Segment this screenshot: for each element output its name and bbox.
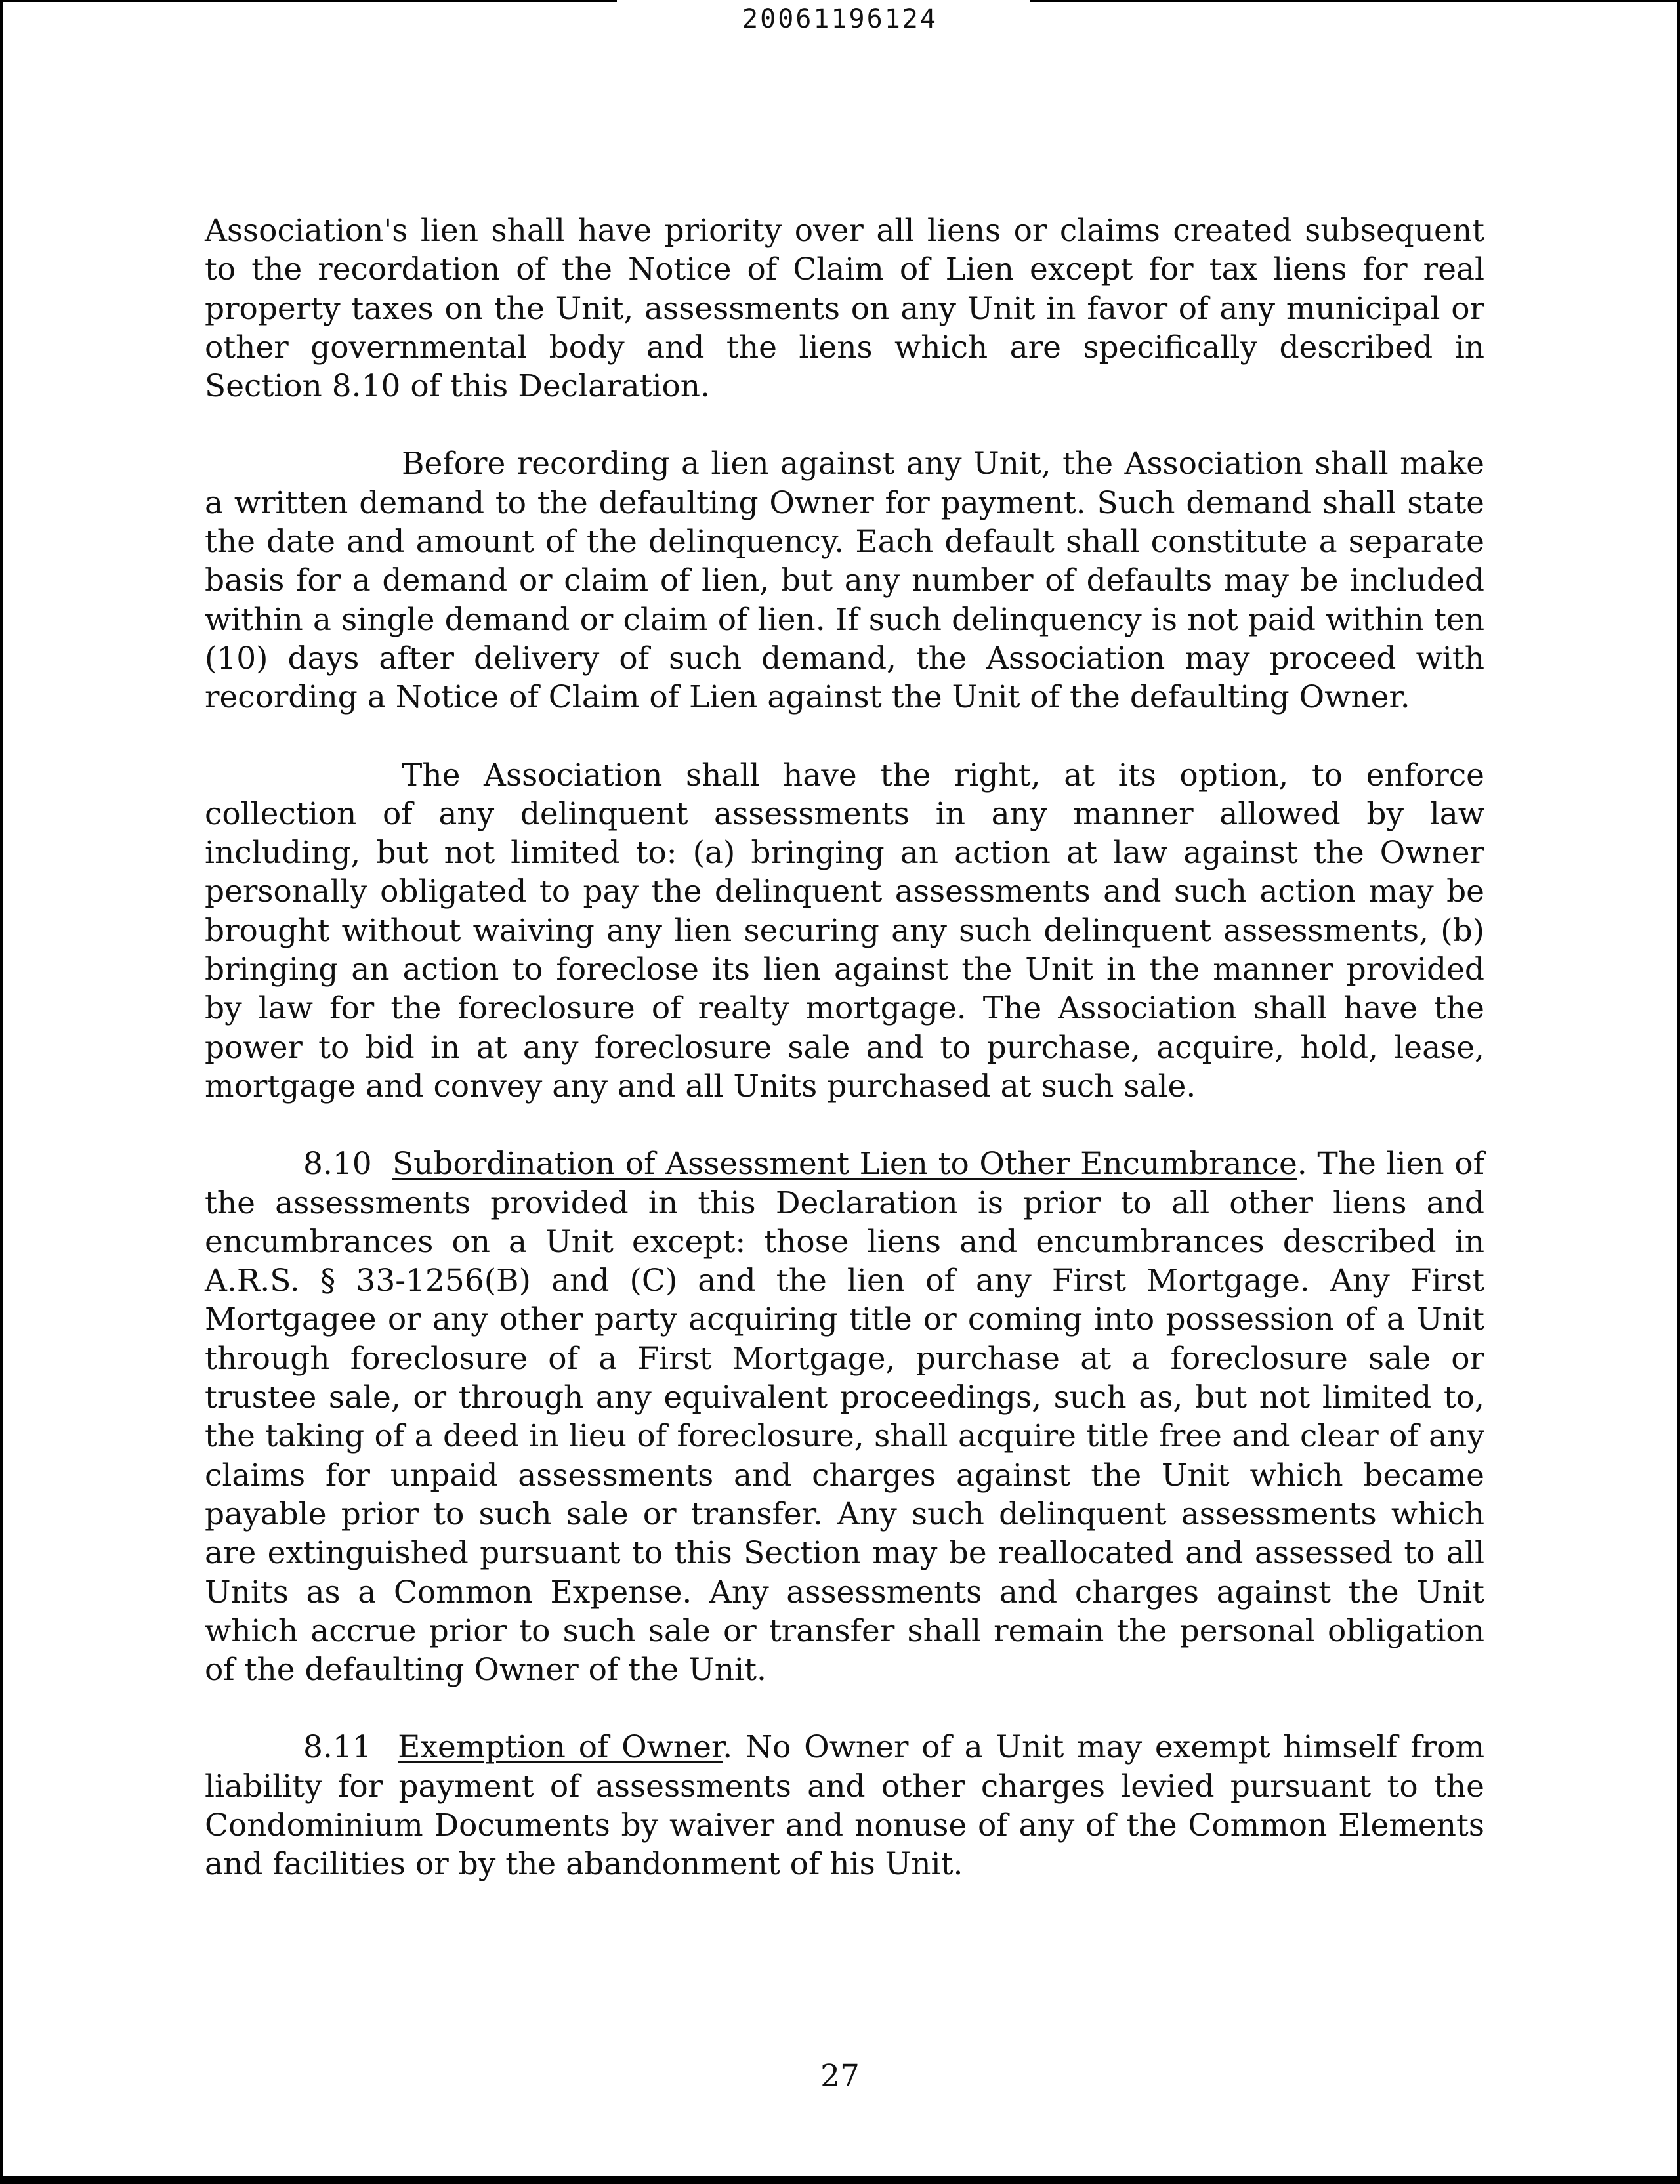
section-body: . The lien of the assessments provided in this Declaration is prior to all other liens and encumbrances on a Unit except: those liens and encumbrances described in A.R.S. § 33-1256(B) and (C) and the lien of any First Mortgage. Any First Mortgagee or any other party acquiring title or coming into possession of a Unit through foreclosure of a First Mortgage, purchase at a foreclosure sale or trustee sale, or through any equivalent proceedings, such as, but not limited to, the taking of a deed in lieu of foreclosure, shall acquire title free and clear of any claims for unpaid assessments and charges against the Unit which became payable prior to such sale or transfer. Any such delinquent assessments which are extinguished pursuant to this Section may be reallocated and assessed to all Units as a Common Expense. Any assessments and charges against the Unit which accrue prior to such sale or transfer shall remain the personal obligation of the defaulting Owner of the Unit. — [205, 1146, 1484, 1689]
scan-border-bottom — [0, 2176, 1680, 2184]
section-body: . No Owner of a Unit may exempt himself from liability for payment of assessments and other charges levied pursuant to the Condominium Documents by waiver and nonuse of any of the Common Elements and facilities or by the abandonment of his Unit. — [205, 1729, 1485, 1883]
section-heading: Exemption of Owner — [398, 1729, 723, 1766]
paragraph-enforcement-rights: The Association shall have the right, at its option, to enforce collection of any delinquent assessments in any manner allowed by law including, but not limited to: (a) bringing an action at law against the Owner personally obligated to pay the delinquent assessments and such action may be brought without waiving any lien securing any such delinquent assessments, (b) bringing an action to foreclose its lien against the Unit in the manner provided by law for the foreclosure of realty mortgage. The Association shall have the power to bid in at any foreclosure sale and to purchase, acquire, hold, lease, mortgage and convey any and all Units purchased at such sale. — [205, 757, 1484, 1104]
section-8-11 — [205, 1728, 1484, 1883]
paragraph-lien-priority: Association's lien shall have priority over all liens or claims created subsequent to the recordation of the Notice of Claim of Lien except for tax liens for real property taxes on the Unit, assessments on any Unit in favor of any municipal or other governmental body and the liens which are specifically described in Section 8.10 of this Declaration. — [205, 213, 1484, 405]
section-8-10 — [205, 1144, 1484, 1689]
section-number: 8.10 — [303, 1146, 372, 1183]
scan-border-left — [0, 0, 3, 2177]
scan-border-right — [1677, 0, 1680, 2177]
section-number: 8.11 — [303, 1729, 372, 1766]
section-heading: Subordination of Assessment Lien to Other Encumbrance — [392, 1146, 1297, 1183]
recording-number: 20061196124 — [742, 4, 938, 34]
scan-border-top-left — [0, 0, 617, 2]
document-body — [205, 211, 1484, 1923]
page-number: 27 — [820, 2058, 860, 2094]
scan-border-top-right — [1030, 0, 1680, 2]
paragraph-demand-before-lien: Before recording a lien against any Unit, the Association shall make a written demand to the defaulting Owner for payment. Such demand shall state the date and amount of the delinquency. Each default shall constitute a separate basis for a demand or claim of lien, but any number of defaults may be included within a single demand or claim of lien. If such delinquency is not paid within ten (10) days after delivery of such demand, the Association may proceed with recording a Notice of Claim of Lien against the Unit of the defaulting Owner. — [205, 446, 1484, 716]
